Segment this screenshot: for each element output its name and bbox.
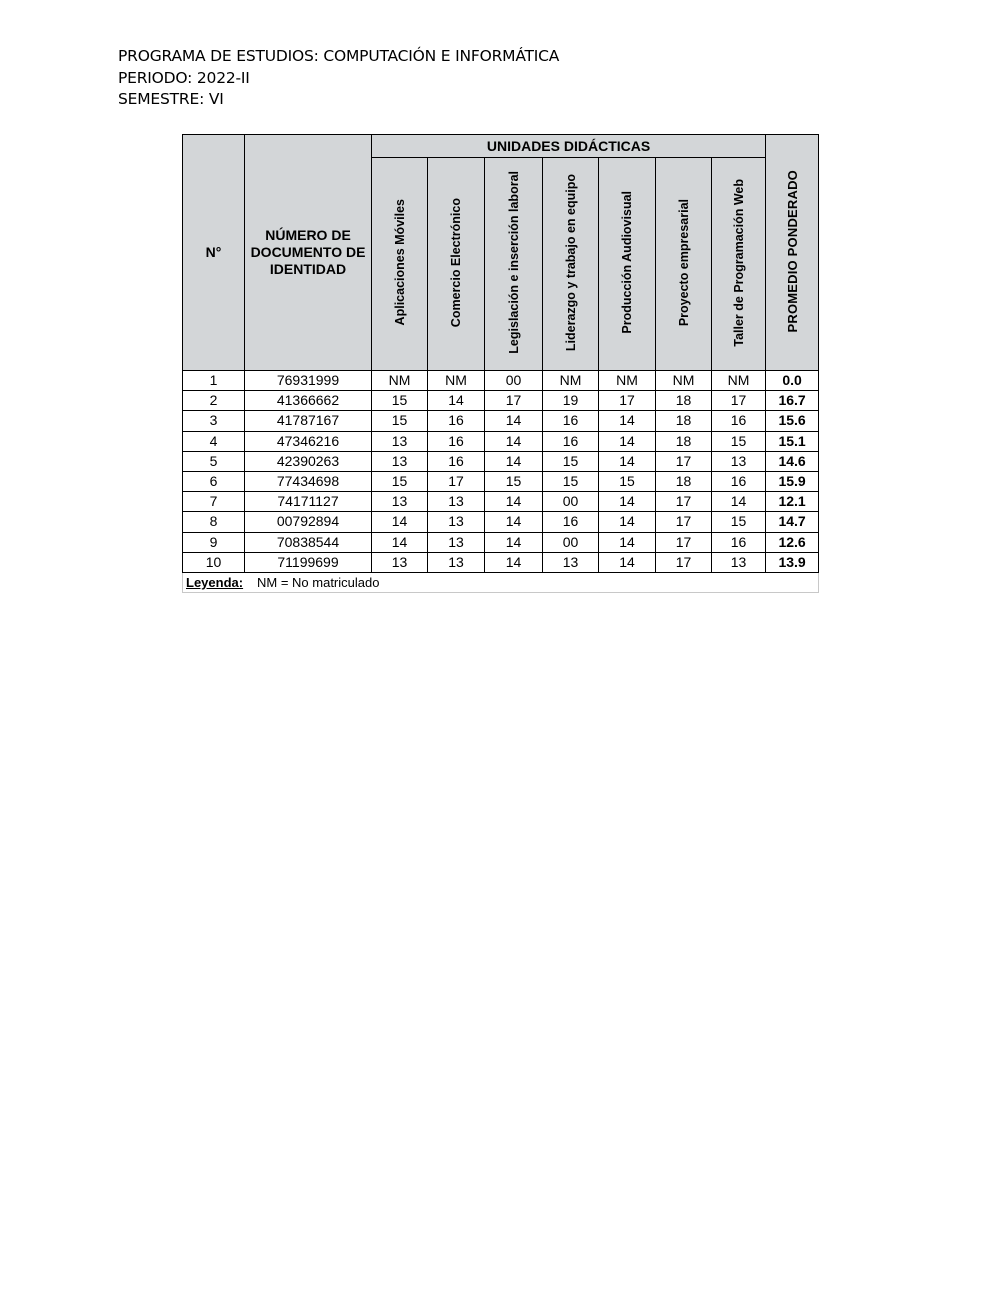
average-cell: 15.9	[766, 471, 819, 491]
grade-cell: 14	[372, 532, 428, 552]
grade-cell: 16	[428, 431, 485, 451]
grade-cell: NM	[712, 371, 766, 391]
col-header-unit: Taller de Programación Web	[712, 158, 766, 371]
grade-cell: 14	[599, 512, 656, 532]
grade-cell: 13	[372, 552, 428, 572]
document-cell: 41787167	[245, 411, 372, 431]
table-row	[183, 492, 819, 512]
document-cell: 41366662	[245, 391, 372, 411]
average-cell: 0.0	[766, 371, 819, 391]
grade-cell: 17	[656, 532, 712, 552]
grade-cell: 17	[485, 391, 543, 411]
grade-cell: NM	[543, 371, 599, 391]
grade-cell: 14	[485, 532, 543, 552]
average-cell: 15.1	[766, 431, 819, 451]
document-cell: 76931999	[245, 371, 372, 391]
grade-cell: 18	[656, 391, 712, 411]
grade-cell: NM	[599, 371, 656, 391]
grade-cell: 17	[656, 451, 712, 471]
grade-cell: 13	[372, 451, 428, 471]
table-row	[183, 431, 819, 451]
grade-cell: 18	[656, 431, 712, 451]
row-number-cell: 2	[183, 391, 245, 411]
grade-cell: 17	[656, 492, 712, 512]
grade-cell: 13	[712, 552, 766, 572]
legend-text: NM = No matriculado	[257, 574, 380, 590]
table-row	[183, 451, 819, 471]
grade-cell: 16	[543, 411, 599, 431]
grade-cell: 14	[599, 552, 656, 572]
grade-cell: 14	[428, 391, 485, 411]
grade-cell: 14	[599, 451, 656, 471]
grade-cell: 15	[712, 431, 766, 451]
grade-cell: 15	[372, 471, 428, 491]
average-cell: 12.6	[766, 532, 819, 552]
grade-cell: 13	[428, 492, 485, 512]
grade-cell: 16	[712, 532, 766, 552]
average-cell: 12.1	[766, 492, 819, 512]
grades-body	[183, 371, 819, 573]
row-number-cell: 4	[183, 431, 245, 451]
col-header-average: PROMEDIO PONDERADO	[766, 135, 819, 371]
grade-cell: 16	[712, 471, 766, 491]
grade-cell: 15	[543, 471, 599, 491]
table-row	[183, 532, 819, 552]
grade-cell: 14	[599, 431, 656, 451]
average-cell: 16.7	[766, 391, 819, 411]
average-cell: 14.7	[766, 512, 819, 532]
grade-cell: 16	[428, 411, 485, 431]
period-line: PERIODO: 2022-II	[118, 68, 250, 87]
document-cell: 42390263	[245, 451, 372, 471]
col-header-document: NÚMERO DE DOCUMENTO DE IDENTIDAD	[245, 135, 372, 371]
grade-cell: 14	[485, 431, 543, 451]
grade-cell: 18	[656, 471, 712, 491]
grade-cell: 14	[485, 512, 543, 532]
grade-cell: 13	[428, 512, 485, 532]
table-row	[183, 471, 819, 491]
document-cell: 00792894	[245, 512, 372, 532]
row-number-cell: 1	[183, 371, 245, 391]
average-cell: 14.6	[766, 451, 819, 471]
grade-cell: 15	[712, 512, 766, 532]
grade-cell: 15	[543, 451, 599, 471]
grade-cell: 13	[428, 552, 485, 572]
grade-cell: 13	[372, 492, 428, 512]
legend-label: Leyenda:	[186, 574, 244, 590]
grade-cell: 15	[599, 471, 656, 491]
grade-cell: 17	[656, 512, 712, 532]
grade-cell: 14	[485, 451, 543, 471]
grade-cell: 00	[543, 532, 599, 552]
col-header-number: N°	[183, 135, 245, 371]
grade-cell: 16	[543, 512, 599, 532]
grade-cell: 13	[372, 431, 428, 451]
grade-cell: 00	[485, 371, 543, 391]
average-cell: 15.6	[766, 411, 819, 431]
row-number-cell: 3	[183, 411, 245, 431]
grade-cell: NM	[428, 371, 485, 391]
grade-cell: 14	[372, 512, 428, 532]
table-row	[183, 391, 819, 411]
grade-cell: NM	[656, 371, 712, 391]
grade-cell: 14	[485, 492, 543, 512]
document-cell: 77434698	[245, 471, 372, 491]
grade-cell: 14	[599, 411, 656, 431]
grade-cell: 14	[485, 411, 543, 431]
grade-cell: 16	[543, 431, 599, 451]
grade-cell: 13	[428, 532, 485, 552]
col-header-unit: Legislación e inserción laboral	[485, 158, 543, 371]
grade-cell: 17	[428, 471, 485, 491]
grade-cell: 13	[543, 552, 599, 572]
table-row	[183, 411, 819, 431]
grades-table	[182, 134, 819, 593]
document-header	[118, 46, 559, 111]
grade-cell: 15	[372, 411, 428, 431]
document-cell: 74171127	[245, 492, 372, 512]
grade-cell: 17	[656, 552, 712, 572]
grade-cell: 13	[712, 451, 766, 471]
col-header-unit: Producción Audiovisual	[599, 158, 656, 371]
legend-row	[183, 572, 819, 592]
grade-cell: 14	[712, 492, 766, 512]
col-header-unit: Liderazgo y trabajo en equipo	[543, 158, 599, 371]
legend-cell	[183, 572, 819, 592]
grade-cell: 17	[599, 391, 656, 411]
col-header-unit: Comercio Electrónico	[428, 158, 485, 371]
col-header-unit: Aplicaciones Móviles	[372, 158, 428, 371]
document-cell: 70838544	[245, 532, 372, 552]
col-header-unit: Proyecto empresarial	[656, 158, 712, 371]
row-number-cell: 5	[183, 451, 245, 471]
grade-cell: 14	[599, 532, 656, 552]
semester-line: SEMESTRE: VI	[118, 90, 224, 108]
program-title: PROGRAMA DE ESTUDIOS: COMPUTACIÓN E INFORMÁTICA	[118, 47, 560, 65]
row-number-cell: 10	[183, 552, 245, 572]
grade-cell: NM	[372, 371, 428, 391]
row-number-cell: 8	[183, 512, 245, 532]
table-row	[183, 552, 819, 572]
grade-cell: 15	[372, 391, 428, 411]
grade-cell: 17	[712, 391, 766, 411]
grade-cell: 16	[712, 411, 766, 431]
grade-cell: 18	[656, 411, 712, 431]
document-cell: 47346216	[245, 431, 372, 451]
grade-cell: 16	[428, 451, 485, 471]
grade-cell: 00	[543, 492, 599, 512]
row-number-cell: 6	[183, 471, 245, 491]
grade-cell: 15	[485, 471, 543, 491]
row-number-cell: 7	[183, 492, 245, 512]
table-row	[183, 512, 819, 532]
document-cell: 71199699	[245, 552, 372, 572]
average-cell: 13.9	[766, 552, 819, 572]
row-number-cell: 9	[183, 532, 245, 552]
grade-cell: 14	[485, 552, 543, 572]
grade-cell: 14	[599, 492, 656, 512]
units-group-header: UNIDADES DIDÁCTICAS	[372, 135, 766, 158]
grade-cell: 19	[543, 391, 599, 411]
table-row	[183, 371, 819, 391]
